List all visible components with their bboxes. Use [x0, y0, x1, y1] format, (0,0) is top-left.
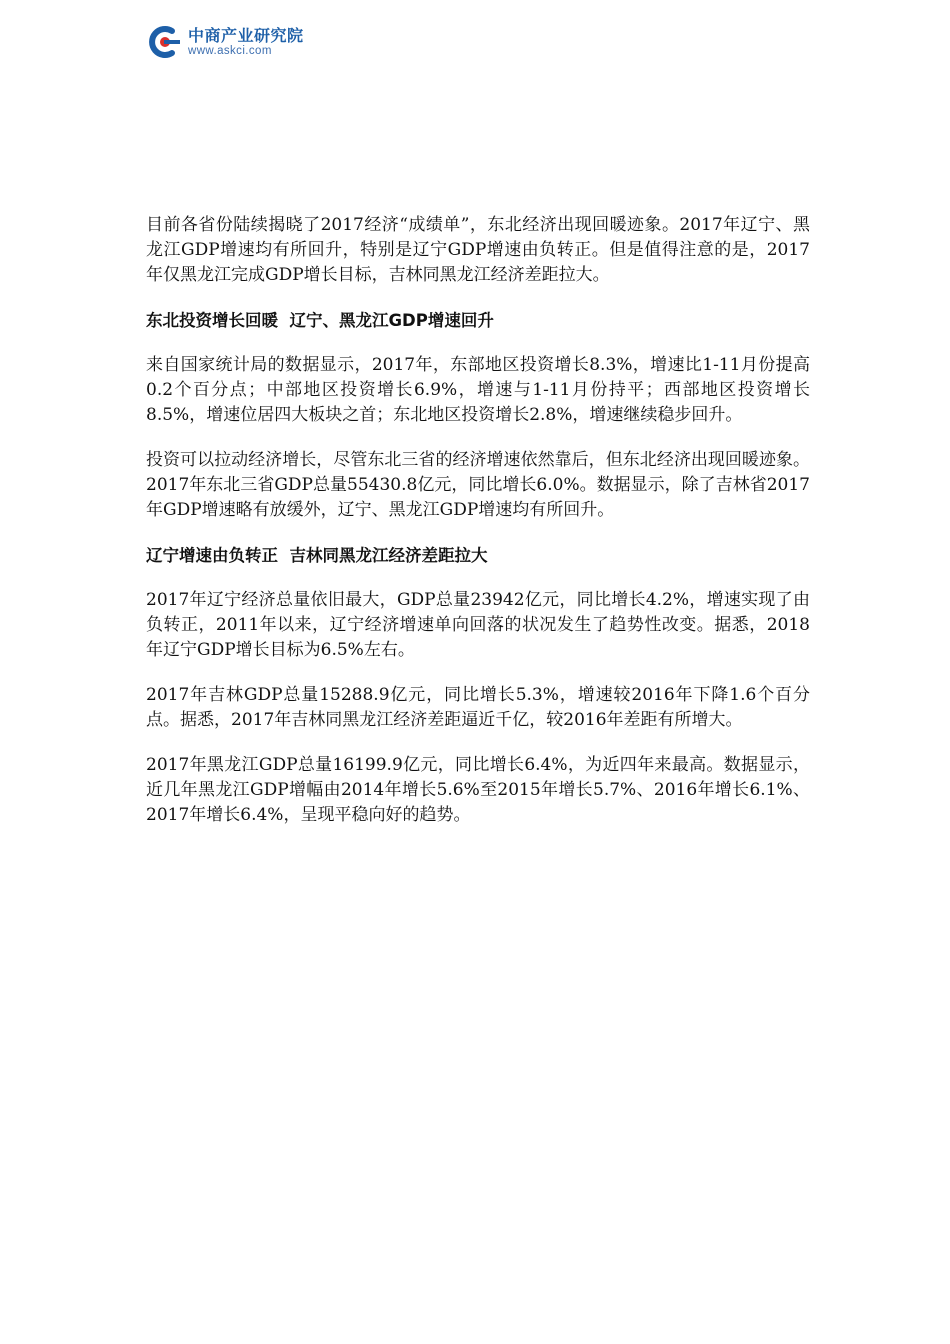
page-header: [148, 22, 304, 62]
logo-name: 中商产业研究院: [188, 25, 304, 45]
section-heading-liaoning-jilin: 辽宁增速由负转正 吉林同黑龙江经济差距拉大: [146, 546, 488, 565]
jilin-paragraph: 2017年吉林GDP总量15288.9亿元，同比增长5.3%，增速较2016年下降1.6个百分点。据悉，2017年吉林同黑龙江经济差距逼近千亿，较2016年差距有所增大。: [146, 685, 810, 730]
investment-paragraph: 来自国家统计局的数据显示，2017年，东部地区投资增长8.3%，增速比1-11月份提高0.2个百分点；中部地区投资增长6.9%，增速与1-11月份持平；西部地区投资增长8.5%，增速位居四大板块之首；东北地区投资增长2.8%，增速继续稳步回升。: [146, 355, 810, 425]
heilongjiang-paragraph: 2017年黑龙江GDP总量16199.9亿元，同比增长6.4%，为近四年来最高。数据显示，近几年黑龙江GDP增幅由2014年增长5.6%至2015年增长5.7%、2016年增长6.1%、2017年增长6.4%，呈现平稳向好的趋势。: [146, 755, 810, 825]
northeast-gdp-paragraph: 投资可以拉动经济增长，尽管东北三省的经济增速依然靠后，但东北经济出现回暖迹象。2017年东北三省GDP总量55430.8亿元，同比增长6.0%。数据显示，除了吉林省2017年GDP增速略有放缓外，辽宁、黑龙江GDP增速均有所回升。: [146, 450, 810, 520]
article-body: [146, 213, 810, 848]
section-heading-northeast-investment: 东北投资增长回暖 辽宁、黑龙江GDP增速回升: [146, 311, 494, 330]
askci-logo-icon: [148, 25, 182, 59]
logo-text: [188, 27, 304, 58]
intro-paragraph: 目前各省份陆续揭晓了2017经济“成绩单”，东北经济出现回暖迹象。2017年辽宁、黑龙江GDP增速均有所回升，特别是辽宁GDP增速由负转正。但是值得注意的是，2017年仅黑龙江完成GDP增长目标，吉林同黑龙江经济差距拉大。: [146, 215, 810, 285]
logo-url: www.askci.com: [188, 44, 272, 57]
liaoning-paragraph: 2017年辽宁经济总量依旧最大，GDP总量23942亿元，同比增长4.2%，增速实现了由负转正，2011年以来，辽宁经济增速单向回落的状况发生了趋势性改变。据悉，2018年辽宁GDP增长目标为6.5%左右。: [146, 590, 810, 660]
